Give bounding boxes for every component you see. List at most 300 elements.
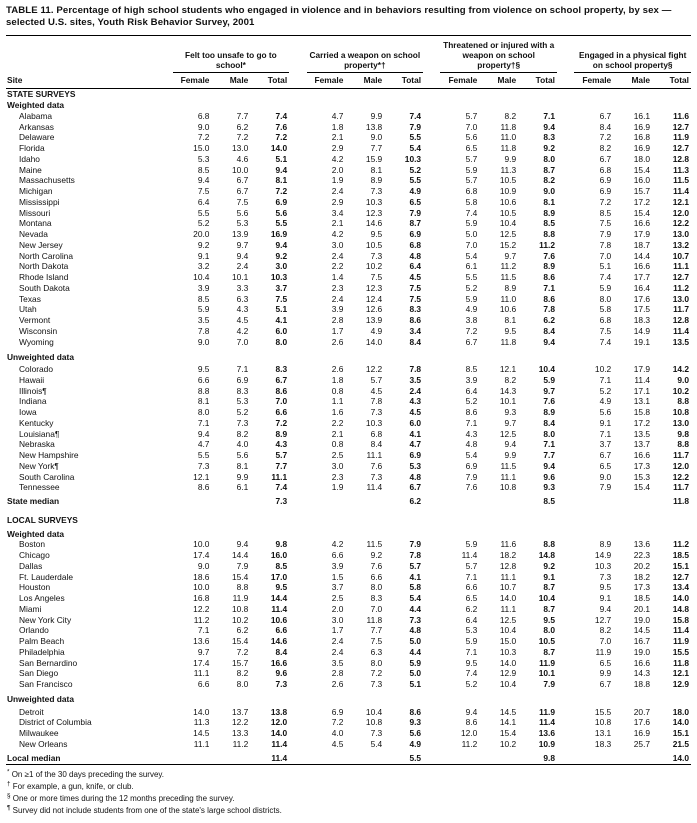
group-spacer	[423, 647, 440, 658]
value-cell: 11.0	[500, 293, 517, 304]
value-cell: 11.5	[500, 460, 517, 471]
group-spacer	[557, 396, 574, 407]
value-cell: 7.9	[465, 471, 478, 482]
group-spacer	[289, 143, 306, 154]
value-cell: 15.4	[633, 207, 651, 218]
col-total: Total	[652, 73, 691, 89]
group-spacer	[289, 668, 306, 679]
value-cell: 7.4	[465, 668, 478, 679]
group-spacer	[557, 165, 574, 176]
group-spacer	[155, 337, 172, 348]
value-cell: 7.3	[409, 614, 422, 625]
value-cell: 15.0	[499, 636, 517, 647]
value-cell: 12.3	[365, 282, 383, 293]
group-spacer	[557, 197, 574, 208]
value-cell: 7.4	[409, 110, 422, 121]
value-cell: 5.7	[275, 450, 288, 461]
value-cell: 5.5	[409, 752, 422, 763]
value-cell	[173, 493, 212, 508]
value-cell: 8.8	[677, 396, 689, 407]
value-cell: 8.6	[197, 482, 210, 493]
site-cell: Massachusetts	[19, 175, 75, 186]
value-cell: 8.9	[543, 407, 555, 418]
value-cell: 8.4	[409, 336, 422, 347]
col-female: Female	[574, 73, 613, 89]
value-cell: 17.4	[193, 550, 210, 561]
table-row	[6, 728, 691, 739]
value-cell: 14.4	[633, 250, 651, 261]
value-cell: 5.5	[275, 218, 288, 229]
value-cell: 21.5	[672, 738, 689, 749]
table-row	[6, 304, 691, 315]
value-cell: 5.7	[465, 560, 478, 571]
value-cell: 12.7	[672, 272, 689, 283]
value-cell: 11.2	[461, 738, 478, 749]
value-cell: 7.2	[197, 132, 210, 143]
group-spacer	[289, 582, 306, 593]
value-cell: 7.5	[370, 272, 383, 283]
value-cell: 4.5	[409, 272, 422, 283]
site-cell: Michigan	[19, 186, 53, 197]
site-cell: San Francisco	[19, 679, 73, 690]
value-cell: 13.9	[232, 229, 249, 240]
value-cell: 10.8	[499, 482, 517, 493]
value-cell: 3.8	[465, 315, 478, 326]
value-cell: 4.9	[409, 738, 422, 749]
value-cell: 5.2	[409, 164, 422, 175]
value-cell: 9.8	[677, 428, 689, 439]
value-cell: 7.3	[370, 186, 383, 197]
value-cell: 16.0	[270, 550, 288, 561]
group-spacer	[155, 326, 172, 337]
group-spacer	[557, 122, 574, 133]
value-cell: 10.3	[270, 272, 288, 283]
value-cell: 9.7	[543, 385, 555, 396]
value-cell: 19.1	[633, 336, 651, 347]
footnote-symbol: ¶	[7, 804, 11, 812]
value-cell: 8.2	[236, 428, 249, 439]
value-cell: 4.6	[236, 153, 249, 164]
value-cell: 11.9	[539, 706, 555, 717]
group-spacer	[289, 261, 306, 272]
group-spacer	[289, 429, 306, 440]
value-cell: 16.1	[633, 110, 651, 121]
footnotes	[6, 765, 691, 823]
value-cell: 4.1	[275, 315, 288, 326]
site-cell: Dallas	[19, 560, 43, 571]
value-cell: 6.2	[236, 121, 249, 132]
value-cell: 12.6	[365, 304, 383, 315]
value-cell: 11.3	[673, 164, 689, 175]
value-cell: 10.4	[193, 272, 210, 283]
value-cell: 16.4	[633, 282, 651, 293]
value-cell: 8.3	[409, 304, 422, 315]
group-spacer	[289, 186, 306, 197]
value-cell: 8.8	[236, 582, 249, 593]
value-cell: 7.8	[409, 364, 422, 375]
value-cell: 6.9	[409, 450, 422, 461]
group-spacer	[155, 407, 172, 418]
table-row	[6, 272, 691, 283]
value-cell: 9.9	[504, 450, 517, 461]
site-cell: Nebraska	[19, 439, 55, 450]
value-cell: 6.7	[599, 450, 612, 461]
site-cell: Ft. Lauderdale	[19, 571, 74, 582]
value-cell: 8.8	[197, 385, 210, 396]
value-cell: 14.0	[270, 728, 288, 739]
subsection-row	[6, 529, 691, 540]
group-spacer	[423, 450, 440, 461]
value-cell: 4.3	[275, 439, 288, 450]
group-spacer	[289, 493, 306, 508]
value-cell: 7.2	[599, 132, 612, 143]
site-cell: San Diego	[19, 668, 59, 679]
value-cell: 8.0	[599, 293, 612, 304]
value-cell: 1.6	[331, 407, 344, 418]
value-cell: 6.8	[599, 315, 612, 326]
value-cell: 15.4	[499, 728, 517, 739]
value-cell: 5.0	[409, 668, 422, 679]
value-cell: 14.1	[499, 717, 517, 728]
value-cell: 13.5	[672, 336, 689, 347]
value-cell: 5.6	[275, 207, 288, 218]
value-cell: 13.0	[672, 229, 689, 240]
group-spacer	[557, 154, 574, 165]
value-cell: 9.4	[543, 460, 555, 471]
group-spacer	[155, 154, 172, 165]
value-cell: 7.9	[236, 560, 249, 571]
group-spacer	[289, 750, 306, 765]
value-cell: 12.1	[672, 668, 689, 679]
value-cell: 9.2	[543, 560, 555, 571]
value-cell: 7.0	[275, 396, 288, 407]
group-spacer	[155, 283, 172, 294]
value-cell: 15.4	[232, 571, 249, 582]
value-cell: 19.0	[633, 614, 651, 625]
value-cell: 5.9	[599, 282, 612, 293]
value-cell: 9.0	[543, 186, 555, 197]
group-spacer	[289, 337, 306, 348]
group-spacer	[423, 240, 440, 251]
site-cell: Idaho	[19, 153, 40, 164]
value-cell: 13.4	[672, 582, 689, 593]
value-cell: 17.6	[633, 717, 651, 728]
site-cell: New York City	[19, 614, 72, 625]
group-spacer	[289, 197, 306, 208]
group-header-row	[6, 36, 691, 73]
value-cell: 5.5	[409, 132, 422, 143]
value-cell: 9.1	[599, 593, 612, 604]
value-cell: 8.9	[599, 539, 612, 550]
value-cell: 11.8	[500, 336, 517, 347]
value-cell: 6.6	[275, 625, 288, 636]
value-cell: 2.6	[331, 679, 344, 690]
group-spacer	[423, 283, 440, 294]
value-cell: 5.9	[465, 293, 478, 304]
value-cell: 9.4	[197, 175, 210, 186]
value-cell: 12.9	[499, 668, 517, 679]
value-cell: 16.6	[633, 657, 651, 668]
value-cell: 4.3	[409, 396, 422, 407]
group-spacer	[557, 739, 574, 750]
value-cell: 11.5	[673, 175, 689, 186]
table-row	[6, 439, 691, 450]
value-cell	[211, 493, 250, 508]
value-cell: 25.7	[633, 738, 651, 749]
value-cell: 9.1	[543, 571, 555, 582]
footnote-text: One or more times during the 12 months preceding the survey.	[12, 794, 235, 804]
value-cell: 9.0	[370, 132, 383, 143]
value-cell: 7.0	[465, 239, 478, 250]
value-cell: 9.2	[197, 239, 210, 250]
table-row	[6, 229, 691, 240]
group-spacer	[289, 315, 306, 326]
group-spacer	[155, 132, 172, 143]
value-cell: 9.7	[504, 250, 517, 261]
value-cell: 7.3	[370, 471, 383, 482]
value-cell: 5.6	[599, 407, 612, 418]
site-cell: South Dakota	[19, 282, 70, 293]
value-cell: 2.5	[331, 450, 344, 461]
value-cell: 8.7	[543, 582, 555, 593]
group-spacer	[557, 407, 574, 418]
value-cell: 6.7	[599, 679, 612, 690]
value-cell: 15.4	[633, 164, 651, 175]
value-cell: 10.7	[672, 250, 689, 261]
value-cell: 7.1	[197, 625, 210, 636]
value-cell: 2.4	[236, 261, 249, 272]
value-cell: 11.1	[500, 471, 517, 482]
table-row	[6, 218, 691, 229]
value-cell: 9.4	[236, 250, 249, 261]
value-cell: 9.4	[599, 603, 612, 614]
value-cell: 5.9	[543, 374, 555, 385]
value-cell: 6.7	[409, 482, 422, 493]
site-cell: New York¶	[19, 460, 59, 471]
col-total: Total	[518, 73, 557, 89]
value-cell: 7.9	[599, 482, 612, 493]
group-spacer	[155, 175, 172, 186]
group-spacer	[155, 429, 172, 440]
value-cell: 9.4	[543, 336, 555, 347]
value-cell: 11.8	[673, 657, 689, 668]
group-spacer	[557, 429, 574, 440]
value-cell: 7.5	[409, 293, 422, 304]
value-cell: 9.0	[197, 121, 210, 132]
group-spacer	[289, 728, 306, 739]
value-cell: 15.8	[633, 407, 651, 418]
value-cell: 8.0	[275, 336, 288, 347]
group-spacer	[557, 572, 574, 583]
value-cell: 1.7	[331, 325, 344, 336]
value-cell: 10.0	[193, 539, 210, 550]
group-spacer	[289, 294, 306, 305]
value-cell: 7.7	[370, 143, 383, 154]
value-cell: 11.4	[673, 625, 689, 636]
value-cell: 5.9	[465, 218, 478, 229]
value-cell: 2.8	[331, 668, 344, 679]
value-cell: 11.5	[500, 272, 517, 283]
group-spacer	[423, 493, 440, 508]
value-cell: 7.5	[599, 218, 612, 229]
value-cell: 5.4	[465, 250, 478, 261]
group-spacer	[289, 707, 306, 718]
group-spacer	[289, 572, 306, 583]
site-cell: Kentucky	[19, 417, 54, 428]
site-cell: State median	[7, 496, 60, 507]
value-cell: 6.7	[599, 153, 612, 164]
group-spacer	[155, 315, 172, 326]
value-cell: 7.5	[236, 196, 249, 207]
value-cell: 12.3	[365, 207, 383, 218]
group-spacer	[289, 251, 306, 262]
value-cell: 9.5	[465, 657, 478, 668]
value-cell	[613, 750, 652, 765]
value-cell: 7.1	[599, 428, 612, 439]
value-cell: 8.6	[409, 315, 422, 326]
group-spacer	[289, 450, 306, 461]
group-spacer	[155, 707, 172, 718]
value-cell: 22.3	[633, 550, 651, 561]
value-cell: 12.0	[672, 207, 689, 218]
group-spacer	[423, 561, 440, 572]
value-cell: 10.3	[404, 153, 422, 164]
value-cell: 7.7	[543, 450, 555, 461]
value-cell: 12.1	[672, 196, 689, 207]
group-spacer	[289, 229, 306, 240]
value-cell: 5.5	[409, 175, 422, 186]
group-spacer	[155, 561, 172, 572]
value-cell: 13.9	[365, 315, 383, 326]
value-cell: 11.4	[539, 717, 555, 728]
value-cell: 5.9	[197, 304, 210, 315]
group-spacer	[557, 186, 574, 197]
subsection-row	[6, 347, 691, 364]
value-cell: 12.0	[672, 460, 689, 471]
group-spacer	[155, 396, 172, 407]
value-cell: 10.7	[499, 582, 517, 593]
value-cell: 20.2	[633, 560, 651, 571]
value-cell: 13.1	[633, 396, 651, 407]
site-cell: Illinois¶	[19, 385, 47, 396]
value-cell: 2.4	[331, 636, 344, 647]
value-cell: 9.4	[197, 428, 210, 439]
group-spacer	[557, 482, 574, 493]
site-cell: Montana	[19, 218, 52, 229]
value-cell: 1.7	[331, 625, 344, 636]
group-spacer	[557, 326, 574, 337]
table-row	[6, 175, 691, 186]
value-cell: 8.9	[543, 207, 555, 218]
value-cell	[479, 493, 518, 508]
value-cell: 2.4	[331, 250, 344, 261]
value-cell: 6.8	[599, 164, 612, 175]
group-spacer	[289, 561, 306, 572]
table-row	[6, 186, 691, 197]
value-cell: 17.2	[633, 417, 651, 428]
col-male: Male	[345, 73, 384, 89]
value-cell: 14.8	[672, 603, 689, 614]
group-spacer	[423, 208, 440, 219]
table-row	[6, 111, 691, 122]
value-cell: 13.6	[633, 539, 651, 550]
table-row	[6, 636, 691, 647]
group-spacer	[557, 582, 574, 593]
value-cell: 8.5	[543, 218, 555, 229]
value-cell: 14.0	[499, 593, 517, 604]
value-cell: 8.7	[543, 603, 555, 614]
value-cell: 12.7	[672, 571, 689, 582]
group-spacer	[557, 251, 574, 262]
value-cell: 7.8	[409, 550, 422, 561]
table-row	[6, 582, 691, 593]
value-cell: 4.0	[331, 728, 344, 739]
value-cell: 7.2	[236, 646, 249, 657]
value-cell: 2.2	[331, 417, 344, 428]
group-spacer	[289, 396, 306, 407]
value-cell: 7.2	[331, 717, 344, 728]
group-spacer	[557, 132, 574, 143]
site-cell: Palm Beach	[19, 636, 65, 647]
group-spacer	[289, 539, 306, 550]
value-cell: 7.3	[370, 728, 383, 739]
table-row	[6, 550, 691, 561]
group-spacer	[155, 472, 172, 483]
value-cell: 8.9	[504, 282, 517, 293]
group-spacer	[155, 418, 172, 429]
value-cell: 12.0	[270, 717, 288, 728]
value-cell: 4.9	[409, 186, 422, 197]
table-title: TABLE 11. Percentage of high school students who engaged in violence and in behaviors resulting from violence on school property, by sex — selected U.S. sites, Youth Risk Behavior Survey, 2001	[6, 3, 691, 36]
value-cell: 5.5	[465, 272, 478, 283]
value-cell: 9.5	[599, 582, 612, 593]
value-cell: 6.6	[331, 550, 344, 561]
value-cell: 14.8	[538, 550, 555, 561]
value-cell: 5.1	[275, 304, 288, 315]
value-cell: 11.4	[634, 374, 651, 385]
value-cell: 7.7	[275, 460, 288, 471]
value-cell: 8.0	[197, 407, 210, 418]
site-cell: Tennessee	[19, 482, 60, 493]
value-cell: 10.0	[193, 582, 210, 593]
group-spacer	[289, 272, 306, 283]
value-cell: 5.7	[465, 153, 478, 164]
value-cell: 11.1	[500, 603, 517, 614]
value-cell: 11.3	[500, 164, 517, 175]
value-cell: 6.2	[409, 496, 422, 507]
value-cell: 11.4	[271, 738, 288, 749]
group-spacer	[155, 240, 172, 251]
value-cell: 12.1	[193, 471, 210, 482]
site-cell: Delaware	[19, 132, 55, 143]
value-cell: 11.7	[673, 482, 689, 493]
group-spacer	[289, 550, 306, 561]
group-spacer	[423, 679, 440, 690]
value-cell: 7.1	[236, 364, 249, 375]
value-cell: 5.6	[465, 132, 478, 143]
value-cell: 5.5	[197, 207, 210, 218]
site-cell: Milwaukee	[19, 728, 59, 739]
value-cell: 11.2	[232, 738, 249, 749]
group-spacer	[289, 658, 306, 669]
value-cell: 10.5	[538, 636, 555, 647]
footnote	[7, 805, 691, 817]
value-cell: 6.6	[465, 582, 478, 593]
value-cell: 15.9	[365, 153, 383, 164]
value-cell: 7.0	[599, 636, 612, 647]
value-cell: 3.3	[236, 282, 249, 293]
value-cell: 17.3	[633, 582, 651, 593]
